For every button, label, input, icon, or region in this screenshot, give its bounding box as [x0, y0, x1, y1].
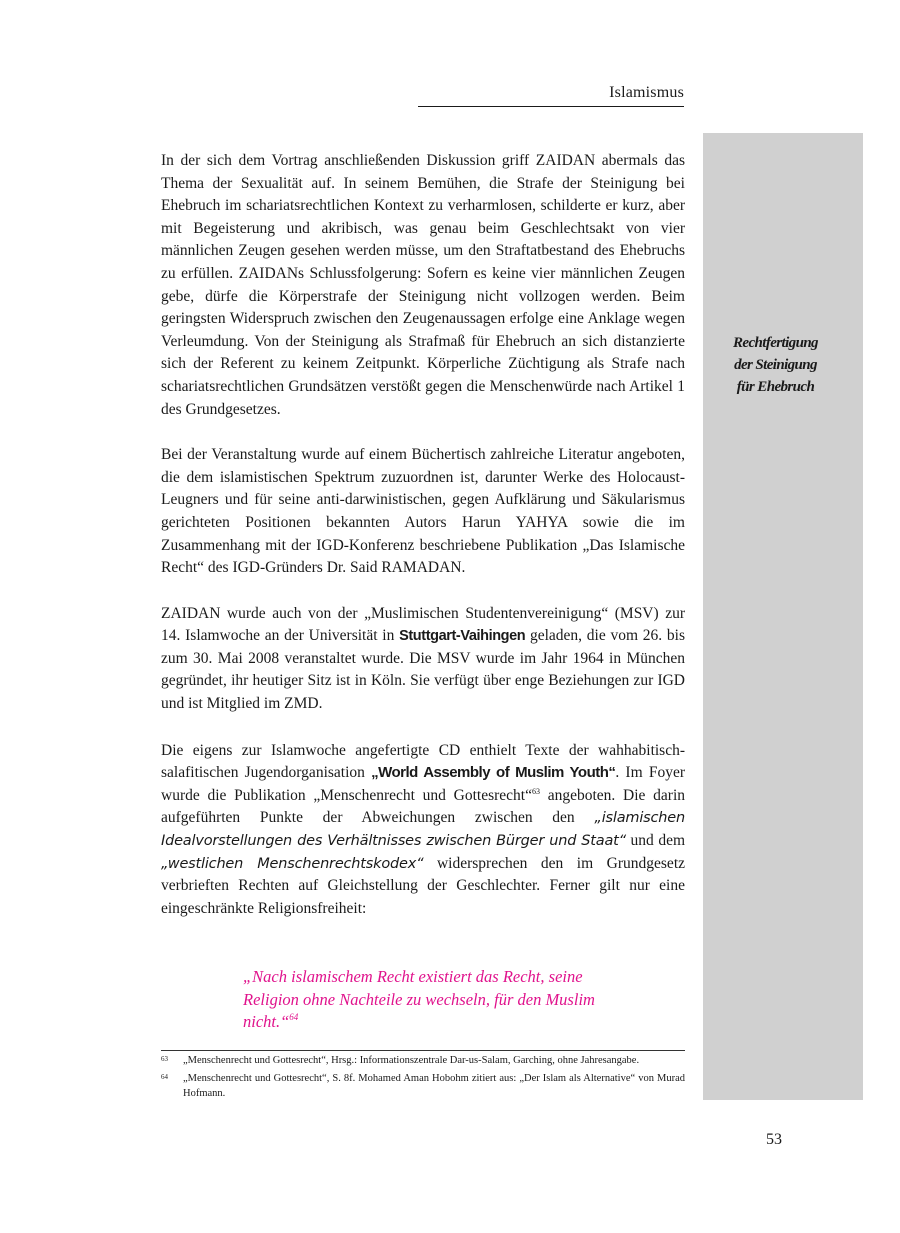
- margin-note-line: für Ehebruch: [736, 379, 815, 395]
- margin-note-line: der Steinigung: [734, 357, 817, 373]
- footnote-rule: [161, 1050, 685, 1051]
- italic-quote: „islamischen Idealvorstellungen des Verhältnisses zwischen Bürger und Staat“: [161, 810, 685, 850]
- quote-text: „Nach islamischem Recht existiert das Recht, seine Religion ohne Nachteile zu wechseln, für den Muslim nicht.“: [243, 967, 595, 1031]
- footnote-number: 63: [161, 1055, 168, 1063]
- margin-note-line: Rechtfertigung: [733, 335, 818, 351]
- margin-sidebar: [703, 133, 863, 1100]
- text-run: ZAIDAN wurde auch von der „Muslimischen Studentenvereinigung“ (MSV) zur 14. Islamwoche an der Universität in: [161, 604, 685, 645]
- highlighted-location: Stuttgart-Vaihingen: [399, 628, 526, 645]
- text-run: . Im Foyer wurde die Publikation „Menschenrecht und Gottesrecht“: [161, 764, 685, 804]
- footnotes: [161, 1053, 685, 1104]
- block-quote: [243, 966, 613, 1034]
- text-run: geladen, die vom 26. bis zum 30. Mai 2008 veranstaltet wurde. Die MSV wurde im Jahr 1964 in München gegründet, ihr heutiger Sitz ist in Köln. Sie verfügt über enge Beziehungen zur IGD und ist Mitglied im ZMD.: [161, 627, 685, 713]
- text-run: Die eigens zur Islamwoche angefertigte CD enthielt Texte der wahhabitisch-salafitischen Jugendorganisation: [161, 741, 685, 782]
- footnote: [161, 1053, 685, 1068]
- running-header: Islamismus: [609, 84, 684, 101]
- paragraph: In der sich dem Vortrag anschließenden Diskussion griff ZAIDAN abermals das Thema der Sexualität auf. In seinem Bemühen, die Strafe der Steinigung bei Ehebruch im schariatsrechtlichen Kontext zu verharmlosen, schilderte er kurz, aber mit Begeisterung und akribisch, was genau beim Geschlechtsakt von vier männlichen Zeugen gesehen werden müsse, um den Straftatbestand des Ehebruchs zu erfüllen. ZAIDANs Schlussfolgerung: Sofern es keine vier männlichen Zeugen gebe, dürfe die Körperstrafe der Steinigung nicht vollzogen werden. Beim geringsten Widerspruch zwischen den Zeugenaussagen erfolge eine Anklage wegen Verleumdung. Von der Steinigung als Strafmaß für Ehebruch an sich distanzierte sich der Referent zu keinem Zeitpunkt. Körperliche Züchtigung als Strafe nach schariatsrechtlichen Grundsätzen verstößt gegen die Menschenwürde nach Artikel 1 des Grundgesetzes.: [161, 152, 685, 418]
- text-run: und dem: [625, 832, 685, 850]
- highlighted-organisation: „World Assembly of Muslim Youth“: [371, 764, 616, 782]
- header-rule: [418, 106, 684, 107]
- footnote-number: 64: [161, 1073, 168, 1081]
- footnote-reference: 63: [531, 786, 540, 796]
- paragraph: Bei der Veranstaltung wurde auf einem Büchertisch zahlreiche Literatur angeboten, die dem islamistischen Spektrum zuzuordnen ist, darunter Werke des Holocaust-Leugners und für seine anti-darwinistischen, gegen Aufklärung und Säkularismus gerichteten Positionen bekannten Autors Harun YAHYA sowie die im Zusammenhang mit der IGD-Konferenz beschriebene Publikation „Das Islamische Recht“ des IGD-Gründers Dr. Said RAMADAN.: [161, 446, 685, 577]
- footnote-text: „Menschenrecht und Gottesrecht“, Hrsg.: Informationszentrale Dar-us-Salam, Garching, ohne Jahresangabe.: [183, 1055, 640, 1066]
- paragraph: [161, 740, 685, 921]
- paragraph: [161, 603, 685, 716]
- footnote-text: „Menschenrecht und Gottesrecht“, S. 8f. Mohamed Aman Hobohm zitiert aus: „Der Islam als Alternative“ von Murad Hofmann.: [183, 1073, 685, 1099]
- main-text: [161, 150, 685, 943]
- italic-quote: „westlichen Menschenrechtskodex“: [161, 855, 424, 872]
- text-run: widersprechen den im Grundgesetz verbrieften Rechten auf Gleichstellung der Geschlechter. Ferner gilt nur eine eingeschränkte Religionsfreiheit:: [161, 854, 685, 917]
- margin-note: [703, 332, 848, 398]
- footnote: [161, 1071, 685, 1101]
- footnote-reference: 64: [289, 1012, 299, 1022]
- text-run: angeboten. Die darin aufgeführten Punkte der Abweichungen zwischen den: [161, 786, 685, 827]
- page-number: 53: [766, 1131, 782, 1148]
